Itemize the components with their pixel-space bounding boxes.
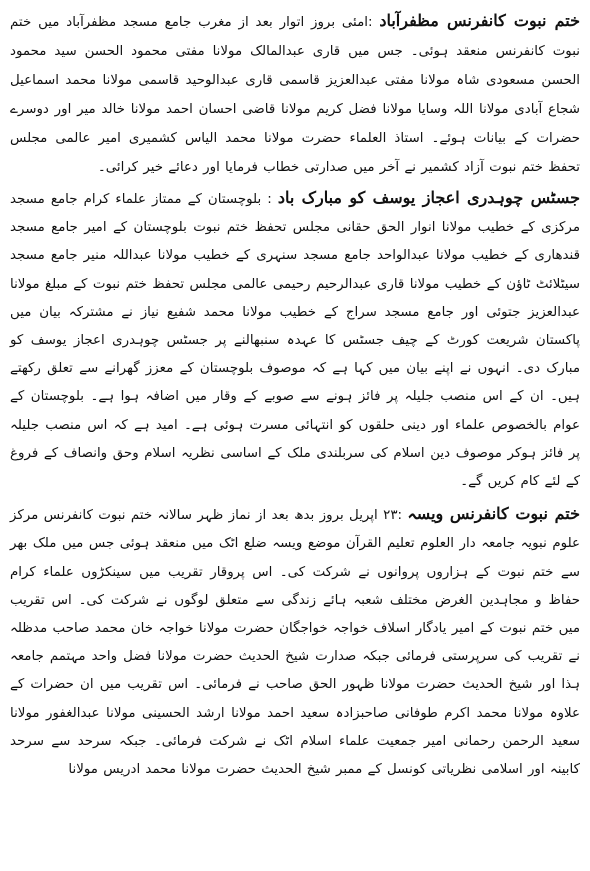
article-waisa-conference: [10, 500, 580, 784]
article-justice-congratulations: [10, 184, 580, 496]
article-body: : بلوچستان کے ممتاز علماء کرام جامع مسجد مرکزی کے خطیب مولانا انوار الحق حقانی مجلس تحفظ ختم نبوت بلوچستان کے امیر جامع مسجد قندھاری کے خطیب مولانا عبدالواحد جامع مسجد سنہری کے خطیب مولانا عبداللہ منیر جامع مسجد سیٹلائٹ ٹاؤن کے خطیب مولانا قاری عبدالرحیم رحیمی عالمی مجلس تحفظ ختم نبوت کے مبلغ مولانا عبدالعزیز جتوئی اور جامع مسجد سراج کے خطیب مولانا محمد شفیع نیاز نے مشترکہ بیان میں پاکستان شریعت کورٹ کے چیف جسٹس کا عہدہ سنبھالنے پر جسٹس چوہدری اعجاز یوسف کو مبارک دی۔ انہوں نے اپنے بیان میں کہا ہے کہ موصوف بلوچستان کے معزز گھرانے سے تعلق رکھتے ہیں۔ ان کے اس منصب جلیلہ پر فائز ہونے سے صوبے کے وقار میں اضافہ ہوا ہے۔ بلوچستان کے عوام بالخصوص علماء اور دینی حلقوں کو انتہائی مسرت ہوئی ہے۔ امید ہے کہ اس منصب جلیلہ پر فائز ہوکر موصوف دین اسلام کی سربلندی ملک کے اساسی نظریہ اسلام وحق وانصاف کے فروغ کے لئے کام کریں گے۔: [10, 192, 580, 490]
article-heading: ختم نبوت کانفرنس ویسہ: [407, 504, 581, 524]
article-body: :امئی بروز اتوار بعد از مغرب جامع مسجد مظفرآباد میں ختم نبوت کانفرنس منعقد ہوئی۔ جس میں قاری عبدالمالک مولانا مفتی محمود الحسن سید محمود الحسن مسعودی شاہ مولانا مفتی عبدالعزیز قاسمی قاری عبدالوحید قاسمی مولانا محمد اسماعیل شجاع آبادی مولانا اللہ وسایا مولانا فضل کریم مولانا قاضی احسان احمد مولانا خالد میر اور دوسرے حضرات کے بیانات ہوئے۔ استاذ العلماء حضرت مولانا محمد الیاس کشمیری امیر عالمی مجلس تحفظ ختم نبوت آزاد کشمیر نے آخر میں صدارتی خطاب فرمایا اور دعائے خیر کرائی۔: [10, 15, 580, 175]
article-paragraph: [10, 6, 580, 182]
article-paragraph: [10, 500, 580, 784]
article-muzaffarabad-conference: [10, 6, 580, 182]
article-body: :۲۳ اپریل بروز بدھ بعد از نماز ظہر سالانہ ختم نبوت کانفرنس مرکز علوم نبویہ جامعہ دار العلوم تعلیم القرآن موضع ویسہ ضلع اٹک میں منعقد ہوئی جس میں ملک بھر سے ختم نبوت کے ہزاروں پروانوں نے شرکت کی۔ اس پروقار تقریب میں سینکڑوں علماء کرام حفاظ و مجاہدین الغرض مختلف شعبہ ہائے زندگی سے متعلق لوگوں نے شرکت کی۔ اس تقریب میں ختم نبوت کے امیر یادگار اسلاف خواجہ خواجگان حضرت مولانا خواجہ خان محمد صاحب مدظلہ نے تقریب کی سرپرستی فرمائی جبکہ صدارت شیخ الحدیث حضرت مولانا فضل واحد مہتمم جامعہ ہذا اور شیخ الحدیث حضرت مولانا ظہور الحق صاحب نے فرمائی۔ اس تقریب میں ان حضرات کے علاوہ مولانا محمد اکرم طوفانی صاحبزادہ سعید احمد مولانا ارشد الحسینی مولانا عبدالغفور مولانا سعید الرحمن رحمانی امیر جمعیت علماء اسلام اٹک نے شرکت فرمائی۔ جبکہ سرحد سے سرحد کابینہ اور اسلامی نظریاتی کونسل کے ممبر شیخ الحدیث حضرت مولانا محمد ادریس مولانا: [10, 508, 580, 778]
article-heading: ختم نبوت کانفرنس مظفرآباد: [379, 11, 581, 30]
article-paragraph: [10, 184, 580, 496]
article-heading: جسٹس چوہدری اعجاز یوسف کو مبارک باد: [277, 188, 580, 207]
